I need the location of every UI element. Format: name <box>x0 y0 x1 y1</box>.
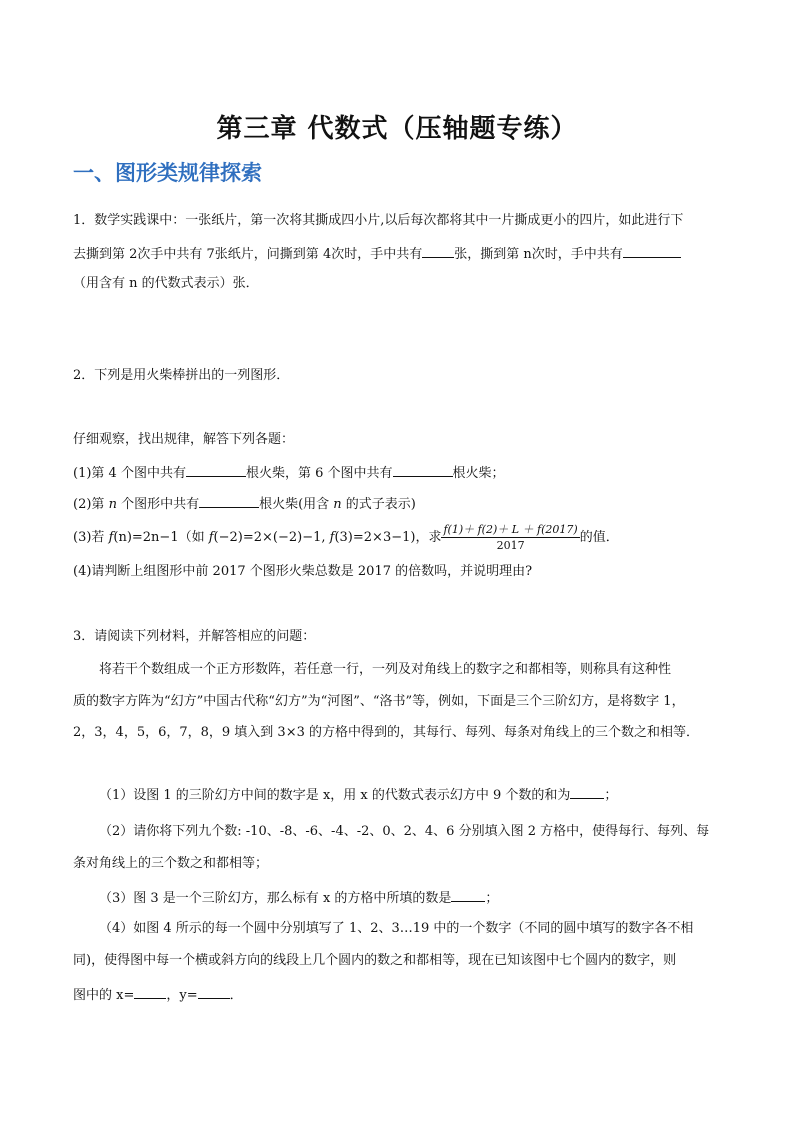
q3-sub-3: （3）图 3 是一个三阶幻方，那么标有 x 的方格中所填的数是 ； <box>99 887 498 908</box>
q3-sub-4-line-2: 同)，使得图中每一个横或斜方向的线段上几个圆内的数之和都相等，现在已知该图中七个圆内的数字，则 <box>73 953 677 968</box>
q3-blank-1[interactable] <box>570 784 604 799</box>
sum-fraction: $\frac{f(1)+ f(2)+ L + f(2017)}{2017}$ <box>443 523 578 552</box>
q3-sub-4-line-1: （4）如图 4 所示的每一个圆中分别填写了 1、2、3…19 中的一个数字（不同的圆中填写的数字各不相 <box>99 921 694 936</box>
q1-answer-blank-1[interactable] <box>422 243 454 258</box>
q2-part-1: (1)第 4 个图中共有 根火柴，第 6 个图中共有 根火柴； <box>73 462 505 483</box>
q3-sub-1: （1）设图 1 的三阶幻方中间的数字是 x，用 x 的代数式表示幻方中 9 个数的和为 ； <box>99 784 617 805</box>
q3-material-1: 将若干个数组成一个正方形数阵，若任意一行，一列及对角线上的数字之和都相等，则称具有这种性 <box>99 662 672 677</box>
q2-part-4: (4)请判断上组图形中前 2017 个图形火柴总数是 2017 的倍数吗，并说明理由? <box>73 564 533 579</box>
q3-intro: 3．请阅读下列材料，并解答相应的问题： <box>73 629 316 644</box>
q2-blank-1[interactable] <box>186 462 246 477</box>
q2-part-2: (2)第 n 个图形中共有 根火柴(用含 n 的式子表示) <box>73 493 416 514</box>
q3-material-3: 2，3，4，5，6，7，8，9 填入到 3×3 的方格中得到的，其每行、每列、每条对角线上的三个数之和相等． <box>73 725 700 740</box>
q3-blank-2[interactable] <box>451 887 485 902</box>
q1-answer-blank-2[interactable] <box>623 243 681 258</box>
q2-intro: 2．下列是用火柴棒拼出的一列图形． <box>73 368 290 383</box>
q1-line-1: 1．数学实践课中：一张纸片，第一次将其撕成四小片,以后每次都将其中一片撕成更小的四片，如此进行下 <box>73 213 684 228</box>
q2-blank-2[interactable] <box>393 462 453 477</box>
q3-sub-2-line-2: 条对角线上的三个数之和都相等； <box>73 856 269 871</box>
page-title: 第三章 代数式（压轴题专练） <box>216 114 578 144</box>
section-title: 一、图形类规律探索 <box>73 161 262 185</box>
q3-material-2: 质的数字方阵为“幻方”中国古代称“幻方”为“河图”、“洛书”等，例如，下面是三个三阶幻方，是将数字 1， <box>73 694 685 709</box>
q2-blank-3[interactable] <box>199 493 259 508</box>
q3-blank-y[interactable] <box>198 984 230 999</box>
q2-observe: 仔细观察，找出规律，解答下列各题： <box>73 432 295 447</box>
q1-line-2: 去撕到第 2次手中共有 7张纸片，问撕到第 4次时，手中共有 张，撕到第 n次时，手中共有 <box>73 243 681 264</box>
q3-sub-2-line-1: （2）请你将下列九个数: -10、-8、-6、-4、-2、0、2、4、6 分别填入图 2 方格中，使得每行、每列、每 <box>99 824 710 839</box>
q3-sub-4-line-3: 图中的 x= ，y= ． <box>73 984 243 1005</box>
q2-part-3: (3)若 f(n)=2n−1（如 f(−2)=2×(−2)−1, f(3)=2×3−1)，求 $\frac{f(1)+ f(2)+ L + f(2017)}{2017}$ 的值． <box>73 523 619 552</box>
q1-line-3: （用含有 n 的代数式表示）张． <box>73 276 259 291</box>
q3-blank-x[interactable] <box>134 984 166 999</box>
